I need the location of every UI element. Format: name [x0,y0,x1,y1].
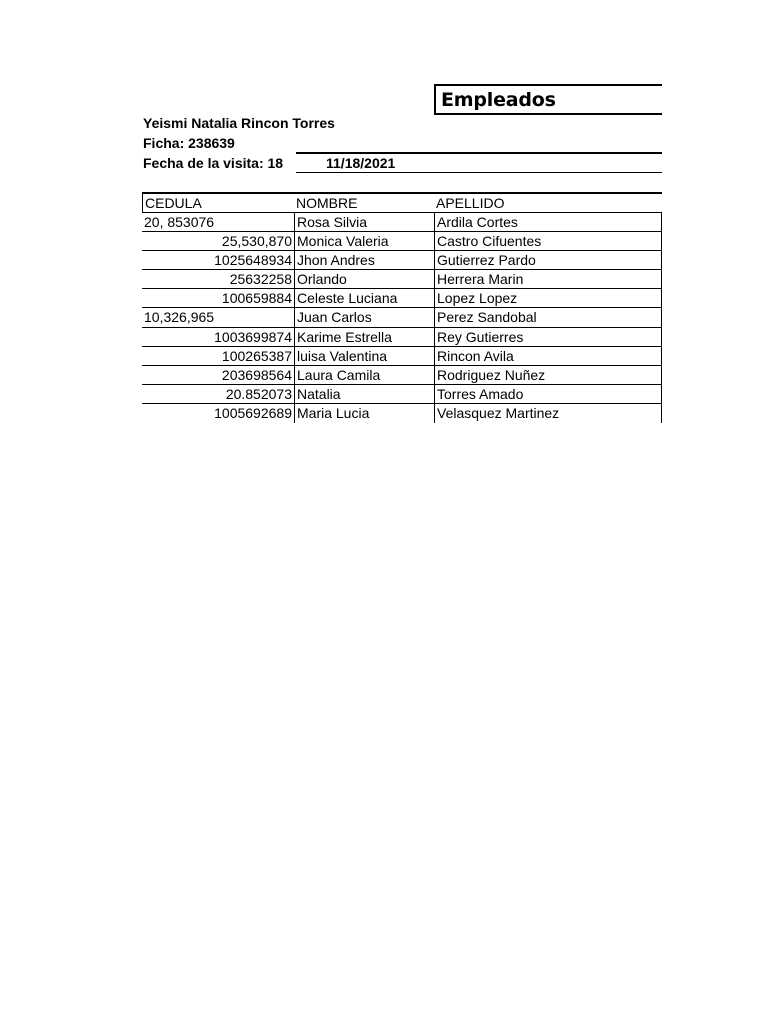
cell-nombre: luisa Valentina [294,347,434,365]
cell-nombre: Jhon Andres [294,251,434,269]
cell-cedula: 1005692689 [214,404,292,421]
table-header-row [142,194,662,213]
cell-cedula: 25,530,870 [221,233,292,250]
cell-cedula: 1025648934 [214,252,292,269]
cell-nombre: Rosa Silvia [294,213,434,231]
cell-cedula: 100659884 [221,290,292,307]
cell-apellido: Perez Sandobal [434,308,662,326]
cell-nombre: Monica Valeria [294,232,434,250]
cell-cedula: 1003699874 [214,328,292,345]
cell-apellido: Torres Amado [434,385,662,403]
cell-apellido: Rincon Avila [434,347,662,365]
header-apellido: APELLIDO [436,195,505,211]
cell-apellido: Gutierrez Pardo [434,251,662,269]
visit-date-label: Fecha de la visita: 18 [143,155,284,171]
cell-apellido: Ardila Cortes [434,213,662,231]
table-row [142,385,662,404]
table-row [142,404,662,423]
cell-nombre: Laura Camila [294,366,434,384]
cell-cedula: 20, 853076 [144,214,215,230]
cell-apellido: Herrera Marin [434,270,662,288]
employees-table [142,194,662,423]
cell-apellido: Lopez Lopez [434,289,662,307]
table-row [142,270,662,289]
table-row [142,366,662,385]
title-box [434,84,662,115]
table-row [142,328,662,347]
table-row [142,251,662,270]
table-row [142,289,662,308]
cell-apellido: Castro Cifuentes [434,232,662,250]
cell-cedula: 203698564 [221,366,292,383]
cell-nombre: Natalia [294,385,434,403]
cell-nombre: Juan Carlos [294,308,434,326]
cell-cedula: 25632258 [229,271,292,288]
table-row [142,308,662,327]
cell-apellido: Rodriguez Nuñez [434,366,662,384]
visit-date-value: 11/18/2021 [326,155,396,171]
cell-nombre: Karime Estrella [294,328,434,346]
cell-cedula: 20.852073 [225,385,292,402]
page-title: Empleados [441,89,556,111]
cell-cedula: 100265387 [221,347,292,364]
cell-nombre: Celeste Luciana [294,289,434,307]
header-nombre: NOMBRE [296,195,358,211]
table-row [142,232,662,251]
date-bottom-rule [296,172,662,173]
student-name: Yeismi Natalia Rincon Torres [143,115,335,131]
cell-nombre: Orlando [294,270,434,288]
cell-cedula: 10,326,965 [144,309,215,326]
cell-nombre: Maria Lucia [294,404,434,423]
date-top-rule [296,152,662,154]
cell-apellido: Velasquez Martinez [434,404,662,423]
table-row [142,347,662,366]
ficha-number: Ficha: 238639 [143,135,235,151]
header-cedula: CEDULA [142,194,294,212]
table-row [142,213,662,232]
cell-apellido: Rey Gutierres [434,328,662,346]
